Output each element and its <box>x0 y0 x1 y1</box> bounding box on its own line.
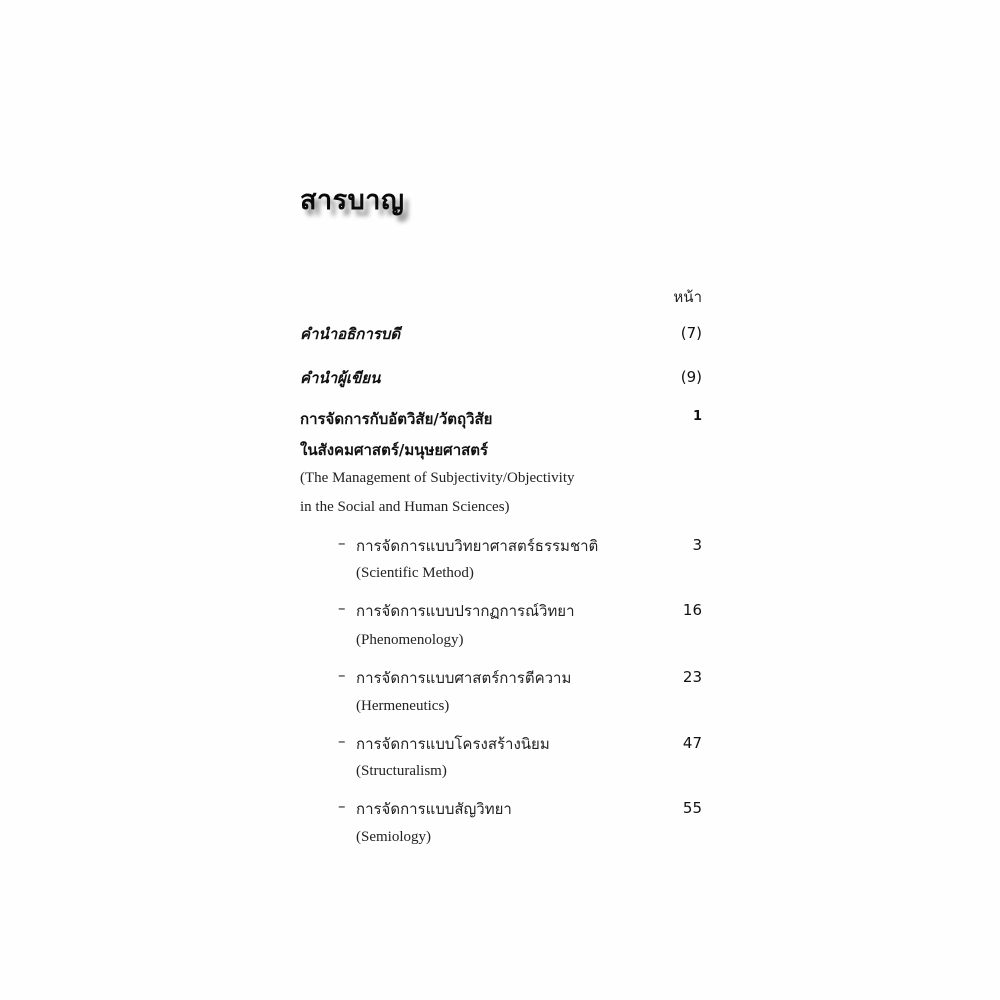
section-dash: – <box>338 534 346 552</box>
section-dash: – <box>338 797 346 815</box>
section-english-structuralism: (Structuralism) <box>356 763 447 779</box>
chapter-title-line-2: ในสังคมศาสตร์/มนุษยศาสตร์ <box>300 441 489 459</box>
page-column-label: หน้า <box>673 288 702 306</box>
chapter-english-line-2: in the Social and Human Sciences) <box>300 499 510 515</box>
toc-entry-author-preface: คำนำผู้เขียน <box>300 369 381 387</box>
section-page-structuralism: 47 <box>682 734 702 752</box>
section-dash: – <box>338 732 346 750</box>
section-title-phenomenology: การจัดการแบบปรากฏการณ์วิทยา <box>356 602 575 620</box>
chapter-title-line-1: การจัดการกับอัตวิสัย/วัตถุวิสัย <box>300 410 493 428</box>
toc-entry-author-preface-page: (9) <box>680 368 702 386</box>
section-english-phenomenology: (Phenomenology) <box>356 632 464 648</box>
toc-heading: สารบาญ <box>300 185 405 216</box>
section-english-scientific-method: (Scientific Method) <box>356 565 474 581</box>
section-english-semiology: (Semiology) <box>356 829 431 845</box>
chapter-english-line-1: (The Management of Subjectivity/Objectivity <box>300 470 575 486</box>
section-dash: – <box>338 666 346 684</box>
section-page-scientific-method: 3 <box>692 536 702 554</box>
section-title-structuralism: การจัดการแบบโครงสร้างนิยม <box>356 735 550 753</box>
section-page-semiology: 55 <box>682 799 702 817</box>
section-english-hermeneutics: (Hermeneutics) <box>356 698 450 714</box>
section-title-semiology: การจัดการแบบสัญวิทยา <box>356 800 512 818</box>
toc-entry-rector-preface-page: (7) <box>680 324 702 342</box>
section-page-phenomenology: 16 <box>682 601 702 619</box>
toc-entry-rector-preface: คำนำอธิการบดี <box>300 325 401 343</box>
section-title-scientific-method: การจัดการแบบวิทยาศาสตร์ธรรมชาติ <box>356 537 599 555</box>
section-dash: – <box>338 599 346 617</box>
section-title-hermeneutics: การจัดการแบบศาสตร์การตีความ <box>356 669 572 687</box>
chapter-page: 1 <box>692 409 702 424</box>
section-page-hermeneutics: 23 <box>682 668 702 686</box>
